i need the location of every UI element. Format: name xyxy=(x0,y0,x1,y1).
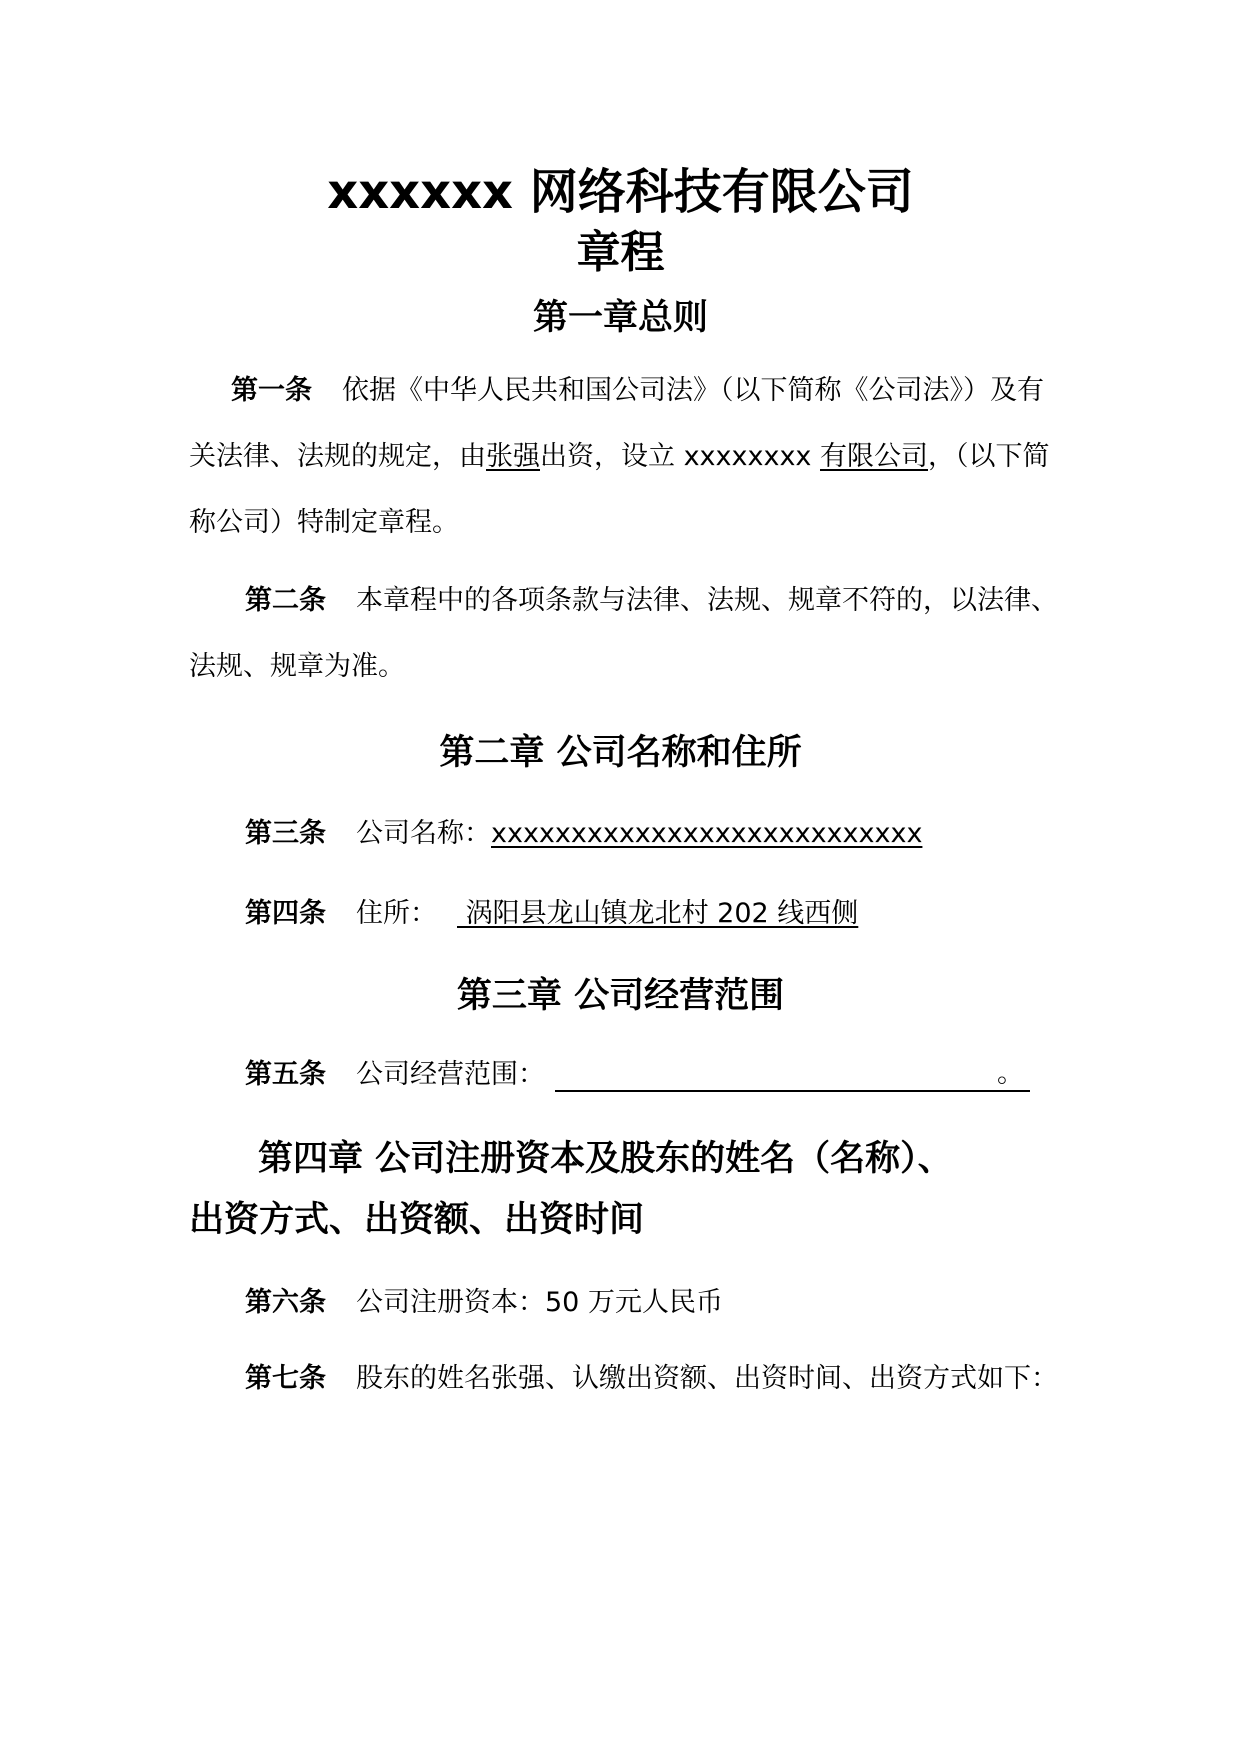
business-scope-blank xyxy=(555,1059,1030,1092)
company-name-value: xxxxxxxxxxxxxxxxxxxxxxxxxxx xyxy=(491,818,923,849)
article-5-field: 公司经营范围： xyxy=(356,1059,545,1090)
article-1-company: 有限公司 xyxy=(820,441,928,472)
article-7-label: 第七条 xyxy=(245,1363,326,1394)
chapter-2-heading: 第二章 公司名称和住所 xyxy=(439,733,802,773)
document-title: xxxxxx 网络科技有限公司 xyxy=(327,164,914,220)
article-4-field: 住所： xyxy=(356,898,437,929)
article-6-label: 第六条 xyxy=(245,1287,326,1318)
article-1-label: 第一条 xyxy=(231,375,312,406)
article-7 xyxy=(189,1346,1069,1412)
article-6-text: 公司注册资本：50 万元人民币 xyxy=(356,1287,723,1318)
chapter-3-heading: 第三章 公司经营范围 xyxy=(456,976,785,1016)
article-3-field: 公司名称： xyxy=(356,818,491,849)
business-scope-end-mark: 。 xyxy=(997,1058,1024,1089)
article-1-text-part1: 依据《中华人民共和国公司法》（以下简称《公司法》）及有关法律、法规的规定，由 xyxy=(189,375,1044,472)
article-1-text-part3: ，（以下简称公司）特制定章程。 xyxy=(189,441,1050,538)
article-3-label: 第三条 xyxy=(245,818,326,849)
chapter-4-heading-line1: 第四章 公司注册资本及股东的姓名（名称）、 xyxy=(258,1139,953,1179)
article-2-label: 第二条 xyxy=(245,585,326,616)
article-5 xyxy=(245,1052,1030,1092)
article-2-text: 本章程中的各项条款与法律、法规、规章不符的，以法律、法规、规章为准。 xyxy=(189,585,1058,682)
article-4-label: 第四条 xyxy=(245,898,326,929)
article-4 xyxy=(245,891,858,930)
document-subtitle: 章程 xyxy=(576,227,665,278)
article-1-text-part2: 出资，设立 xxxxxxxx xyxy=(540,441,820,472)
article-1 xyxy=(189,358,1069,556)
article-3 xyxy=(245,811,922,850)
article-6 xyxy=(245,1280,723,1319)
article-1-investor: 张强 xyxy=(486,441,540,472)
chapter-4-heading-line2: 出资方式、出资额、出资时间 xyxy=(189,1200,645,1240)
article-5-label: 第五条 xyxy=(245,1059,326,1090)
article-2 xyxy=(189,568,1069,700)
address-value: 涡阳县龙山镇龙北村 202 线西侧 xyxy=(457,898,859,929)
chapter-1-heading: 第一章总则 xyxy=(532,298,708,338)
article-7-text: 股东的姓名张强、认缴出资额、出资时间、出资方式如下： xyxy=(356,1363,1058,1394)
